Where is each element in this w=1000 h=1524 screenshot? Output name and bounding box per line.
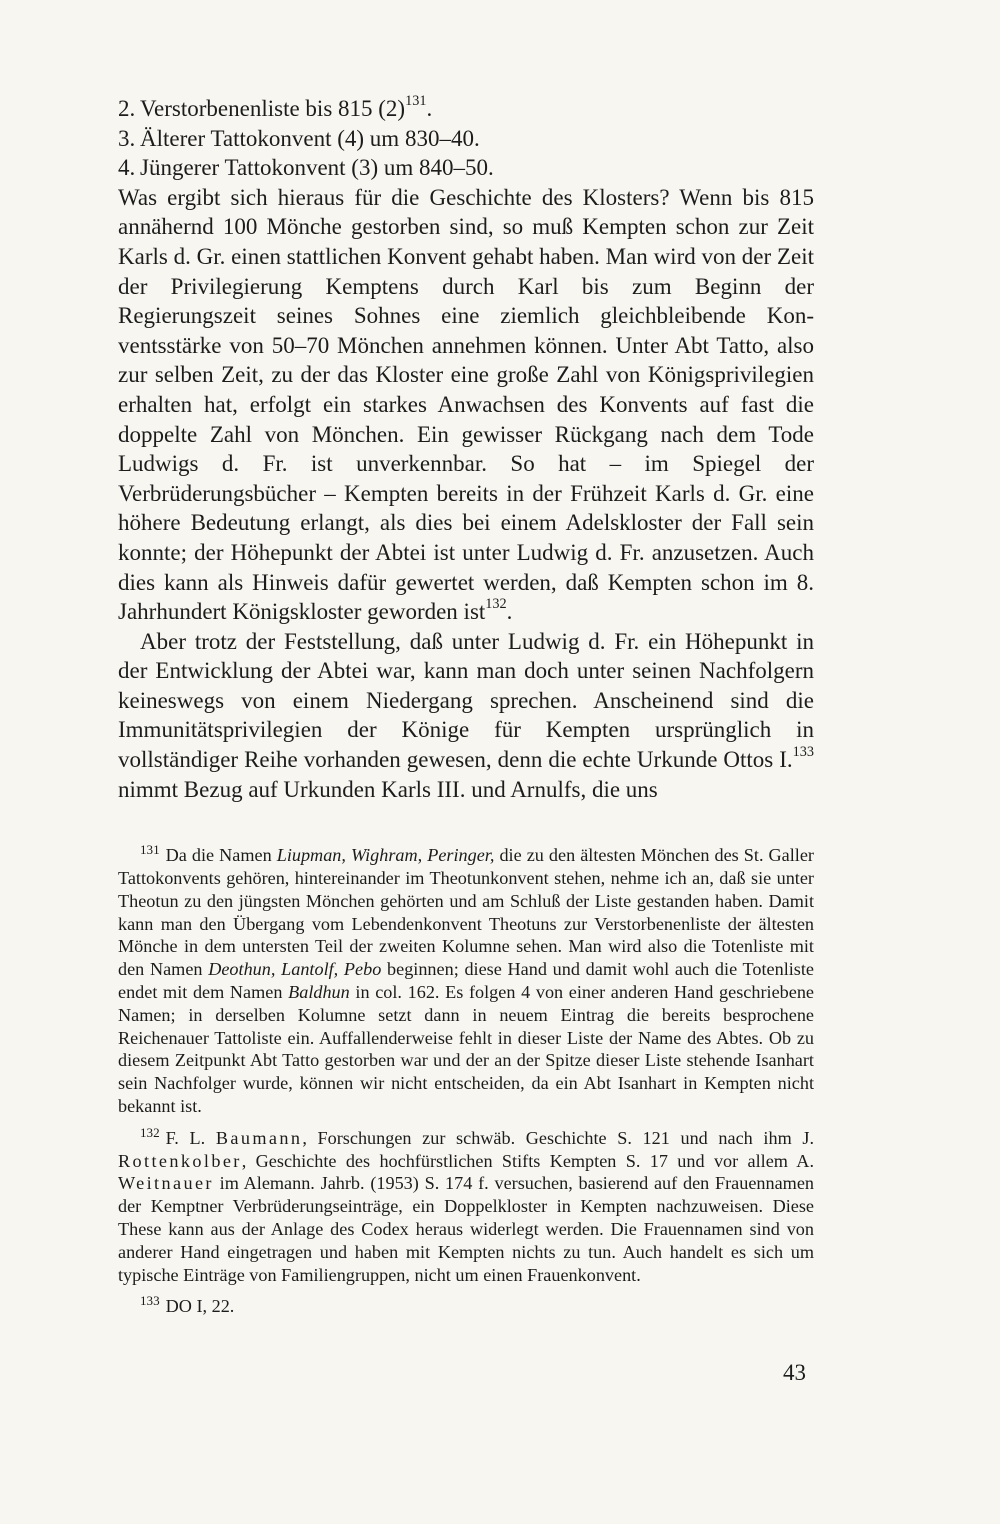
footnote-text: F. L. — [165, 1127, 216, 1148]
footnote-mark: 132 — [140, 1124, 160, 1140]
footnote-text: , Forschungen zur schwäb. Geschichte S. 121 und nach ihm J. — [302, 1127, 814, 1148]
paragraph-text: Was ergibt sich hieraus für die Geschichte des Klosters? Wenn bis 815 annähernd 100 Mönche gestorben sind, so muß Kempten schon zur Zeit Karls d. Gr. einen stattlichen Konvent gehabt haben. Man wird von der Zeit der Privilegierung Kemptens durch Karl bis zum Beginn der Regierungszeit seines Sohnes eine ziemlich gleichbleibende Konventsstärke von 50–70 Mönchen annehmen können. Unter Abt Tatto, also zur selben Zeit, zu der das Kloster eine große Zahl von Königsprivilegien erhalten hat, erfolgt ein starkes Anwachsen des Konvents auf fast die doppelte Zahl von Mönchen. Ein gewisser Rückgang nach dem Tode Ludwigs d. Fr. ist unverkennbar. So hat – im Spiegel der Verbrüderungsbücher – Kempten bereits in der Frühzeit Karls d. Gr. eine höhere Bedeutung erlangt, als dies bei einem Adelskloster der Fall sein konnte; der Höhepunkt der Abtei ist unter Ludwig d. Fr. anzusetzen. Auch dies kann als Hinweis dafür gewertet werden, daß Kempten schon im 8. Jahrhundert Königskloster geworden ist — [118, 184, 814, 625]
footnote-text: beginnen; diese Hand und damit wohl auch die Totenliste endet mit dem Namen — [118, 959, 815, 1003]
paragraph-text-tail: nimmt Bezug auf Urkunden Karls III. und Arnulfs, die uns — [118, 776, 658, 802]
footnote-text: DO I, 22. — [165, 1296, 235, 1317]
page-content — [118, 94, 814, 1327]
author-name: Baumann — [215, 1127, 303, 1148]
list-end: . — [426, 96, 433, 121]
footnote-ref: 133 — [792, 744, 814, 761]
list-text: Älterer Tattokonvent (4) um 830–40. — [140, 125, 480, 151]
footnote-ref: 131 — [405, 93, 427, 110]
footnote-ref: 132 — [485, 596, 507, 613]
footnotes — [118, 844, 814, 1318]
footnote-italic: Deothun, Lantolf, Pebo — [208, 959, 382, 980]
list-item — [118, 124, 814, 154]
list-text: Verstorbenenliste bis 815 (2) — [140, 96, 406, 121]
footnote-131 — [118, 844, 814, 1118]
list-item — [118, 94, 814, 124]
list-number: 3. — [118, 125, 136, 151]
footnote-text: in col. 162. Es folgen 4 von einer anderen Hand geschriebene Namen; in derselben Kolumne setzt dann in neuem Eintrag die bereits besprochene Reichenauer Tattoliste ein. Auffallenderweise fehlt in dieser Liste der Name des Abtes. Ob zu diesem Zeitpunkt Abt Tatto gestorben war und der an der Spitze dieser Liste stehende Isanhart sein Nachfolger wurde, können wir nicht entscheiden, da ein Abt Isanhart in Kempten nicht bekannt ist. — [118, 982, 814, 1117]
main-text — [118, 94, 814, 804]
footnote-text: im Alemann. Jahrb. (1953) S. 174 f. versuchen, basierend auf den Frauennamen der Kemptner Verbrüderungseinträge, ein Doppelkloster in Kempten nachzuweisen. Diese These kann aus der Anlage des Codex heraus widerlegt werden. Die Frauennamen sind von anderer Hand eingetragen und haben mit Kempten nichts zu tun. Auch handelt es sich um typische Einträge von Familiengruppen, nicht um einen Frauenkonvent. — [118, 1173, 814, 1285]
footnote-text: , Geschichte des hochfürstlichen Stifts Kempten S. 17 und vor allem A. — [241, 1150, 814, 1171]
paragraph-end: . — [506, 599, 513, 625]
footnote-133 — [118, 1295, 814, 1318]
footnote-text: Da die Namen — [165, 845, 277, 866]
footnote-text: die zu den ältesten Mönchen des St. Galler Tattokonvents gehören, hintereinander im Theotunkonvent stehen, nehme ich an, daß sie unter Theotun zu den jüngsten Mönchen gehörten und am Schluß der Liste gestanden haben. Damit kann man den Übergang vom Lebendenkonvent Theotuns zur Verstorbenenliste der ältesten Mönche in dem untersten Teil der zweiten Kolumne sehen. Man wird also die Totenliste mit den Namen — [118, 845, 814, 980]
author-name: Weitnauer — [118, 1173, 214, 1194]
footnote-mark: 131 — [140, 842, 160, 858]
footnote-italic: Liupman, Wighram, Peringer, — [276, 845, 495, 866]
footnote-italic: Baldhun — [288, 982, 350, 1003]
paragraph-text: Aber trotz der Feststellung, daß unter Ludwig d. Fr. ein Höhepunkt in der Entwicklung der Abtei war, kann man doch unter seinen Nachfolgern keineswegs von einem Niedergang sprechen. Anscheinend sind die Immunitätsprivilegien der Könige für Kempten ursprünglich in vollständiger Reihe vorhanden gewesen, denn die echte Urkunde Ottos I. — [118, 628, 814, 773]
footnote-132 — [118, 1124, 814, 1287]
page-number: 43 — [783, 1360, 806, 1385]
paragraph-1 — [118, 183, 814, 627]
author-name: Rottenkolber — [118, 1150, 242, 1171]
list-number: 2. — [118, 96, 136, 121]
list-text: Jüngerer Tattokonvent (3) um 840–50. — [140, 155, 494, 181]
paragraph-2 — [118, 627, 814, 805]
footnote-mark: 133 — [140, 1293, 160, 1309]
list-number: 4. — [118, 155, 136, 181]
list-item — [118, 153, 814, 183]
